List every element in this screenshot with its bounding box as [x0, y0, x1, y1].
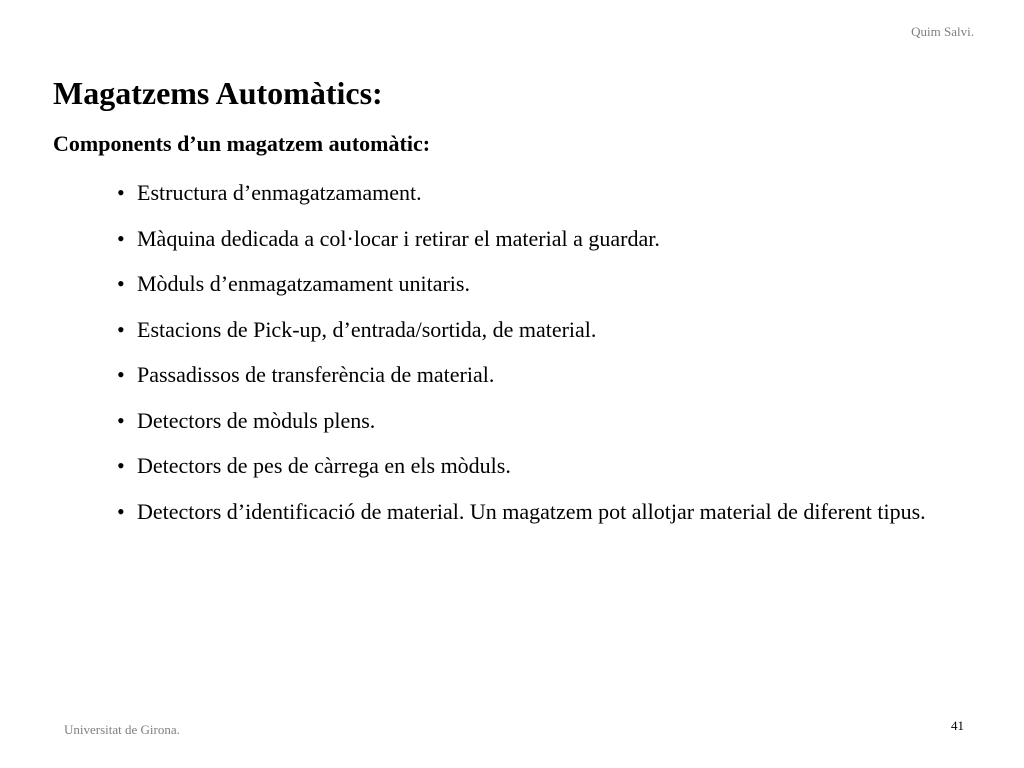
- bullet-text: Mòduls d’enmagatzamament unitaris.: [137, 271, 470, 296]
- bullet-marker: •: [117, 498, 125, 524]
- bullet-text: Passadissos de transferència de material.: [137, 362, 495, 387]
- bullet-marker: •: [117, 180, 125, 205]
- bullet-item: [117, 177, 962, 208]
- bullet-marker: •: [117, 225, 125, 251]
- author-label: Quim Salvi.: [911, 24, 974, 39]
- bullet-text: Detectors de mòduls plens.: [137, 407, 376, 433]
- footer-institution: Universitat de Girona.: [64, 722, 180, 737]
- bullet-marker: •: [117, 453, 125, 478]
- bullet-text: Estacions de Pick-up, d’entrada/sortida, de material.: [137, 316, 597, 342]
- bullet-item: [117, 450, 962, 481]
- bullet-marker: •: [117, 271, 125, 296]
- bullet-marker: •: [117, 407, 125, 433]
- page-number: 41: [951, 718, 964, 733]
- bullet-marker: •: [117, 316, 125, 342]
- bullet-list: [117, 177, 962, 541]
- bullet-item: [117, 223, 962, 254]
- bullet-item: [117, 314, 962, 345]
- bullet-item: [117, 496, 962, 527]
- bullet-text: Estructura d’enmagatzamament.: [137, 180, 422, 205]
- bullet-marker: •: [117, 362, 125, 387]
- bullet-item: [117, 268, 962, 299]
- slide-subtitle: Components d’un magatzem automàtic:: [53, 131, 431, 156]
- bullet-item: [117, 359, 962, 390]
- bullet-item: [117, 405, 962, 436]
- bullet-text: Màquina dedicada a col·locar i retirar el material a guardar.: [137, 225, 660, 251]
- bullet-text: Detectors de pes de càrrega en els mòduls.: [137, 453, 511, 478]
- slide-title: Magatzems Automàtics:: [53, 75, 383, 111]
- bullet-text: Detectors d’identificació de material. Un magatzem pot allotjar material de diferent tipus.: [137, 498, 926, 524]
